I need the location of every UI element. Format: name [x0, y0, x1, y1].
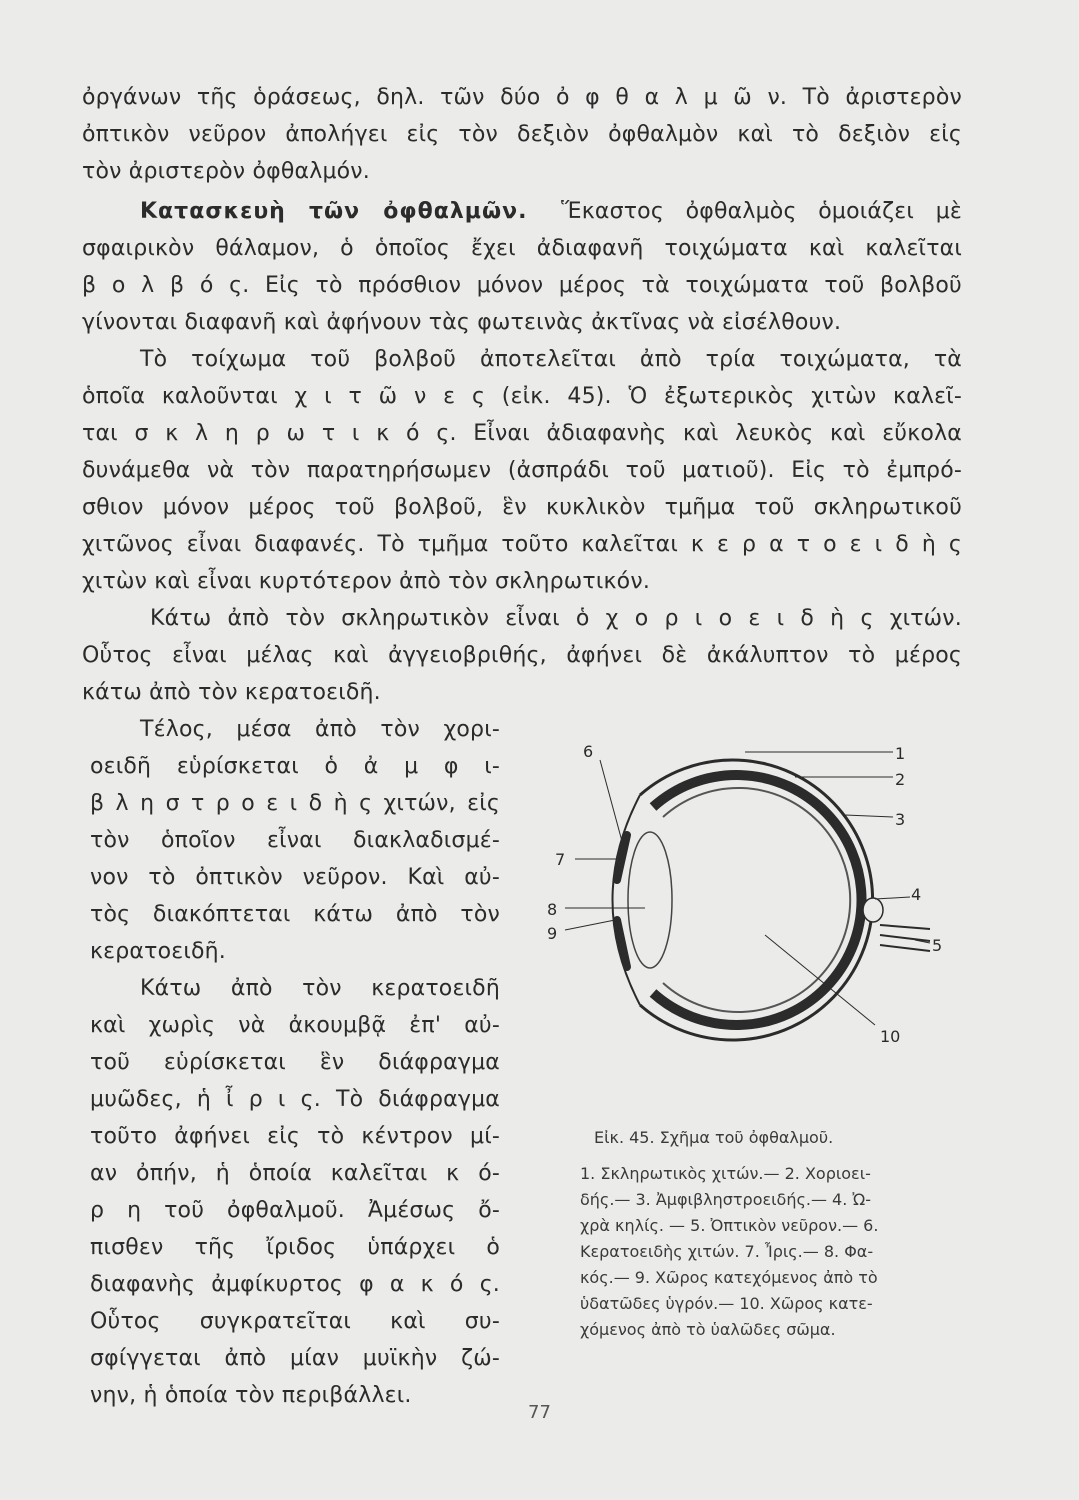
- section-heading-line: [140, 198, 962, 226]
- figure-caption-line: 1. Σκληρωτικὸς χιτών.— 2. Χοριοει-: [580, 1164, 871, 1183]
- text-line: Κάτω ἀπὸ τὸν κερατοειδῆ: [140, 976, 500, 1001]
- figure-label: 5: [932, 936, 943, 955]
- text-line: δυνάμεθα νὰ τὸν παρατηρήσωμεν (ἀσπράδι τοῦ ματιοῦ). Εἰς τὸ ἐμπρό-: [82, 458, 962, 483]
- text-line: τὸν ἀριστερὸν ὀφθαλμόν.: [82, 159, 370, 184]
- text-line: αν ὀπήν, ἡ ὁποία καλεῖται κ ό-: [90, 1161, 500, 1186]
- text-line: ὁποῖα καλοῦνται χ ι τ ῶ ν ε ς (εἰκ. 45). Ὁ ἐξωτερικὸς χιτὼν καλεῖ-: [82, 384, 962, 409]
- figure-label: 4: [911, 885, 922, 904]
- figure-caption-line: ὑδατῶδες ὑγρόν.— 10. Χῶρος κατε-: [580, 1294, 873, 1313]
- text-line: διαφανὴς ἀμφίκυρτος φ α κ ό ς.: [90, 1272, 500, 1297]
- text-line: τὸς διακόπτεται κάτω ἀπὸ τὸν: [90, 902, 500, 927]
- text-line: νην, ἡ ὁποία τὸν περιβάλλει.: [90, 1383, 412, 1408]
- text-line: ται σ κ λ η ρ ω τ ι κ ό ς. Εἶναι ἀδιαφανὴς καὶ λευκὸς καὶ εὔκολα: [82, 421, 962, 446]
- text-line: Τέλος, μέσα ἀπὸ τὸν χορι-: [140, 717, 500, 742]
- text-line: ρ η τοῦ ὀφθαλμοῦ. Ἀμέσως ὄ-: [90, 1198, 500, 1223]
- page-number: 77: [528, 1402, 551, 1423]
- section-heading: Κατασκευὴ τῶν ὀφθαλμῶν.: [140, 199, 528, 224]
- figure-label: 7: [555, 850, 566, 869]
- text-line: τοῦ εὑρίσκεται ἓν διάφραγμα: [90, 1050, 500, 1075]
- text-line: χιτῶνος εἶναι διαφανές. Τὸ τμῆμα τοῦτο καλεῖται κ ε ρ α τ ο ε ι δ ὴ ς: [82, 532, 962, 557]
- eye-diagram: [545, 735, 945, 1065]
- text-line: Οὗτος συγκρατεῖται καὶ συ-: [90, 1309, 500, 1334]
- figure-label: 10: [880, 1027, 901, 1046]
- text-line: τὸν ὁποῖον εἶναι διακλαδισμέ-: [90, 828, 500, 853]
- text-line: κάτω ἀπὸ τὸν κερατοειδῆ.: [82, 680, 381, 705]
- text-line: σφαιρικὸν θάλαμον, ὁ ὁποῖος ἔχει ἀδιαφανῆ τοιχώματα καὶ καλεῖται: [82, 236, 962, 261]
- text-line: οειδῆ εὑρίσκεται ὁ ἀ μ φ ι-: [90, 754, 500, 779]
- figure-caption-line: δής.— 3. Ἀμφιβληστροειδής.— 4. Ὠ-: [580, 1190, 871, 1209]
- figure-caption-title: Εἰκ. 45. Σχῆμα τοῦ ὀφθαλμοῦ.: [594, 1128, 834, 1147]
- text-line: Οὗτος εἶναι μέλας καὶ ἀγγειοβριθής, ἀφήνει δὲ ἀκάλυπτον τὸ μέρος: [82, 643, 962, 668]
- figure-label: 6: [583, 742, 594, 761]
- figure-caption-line: χρὰ κηλίς. — 5. Ὀπτικὸν νεῦρον.— 6.: [580, 1216, 879, 1235]
- figure-label: 8: [547, 900, 558, 919]
- text-line: χιτὼν καὶ εἶναι κυρτότερον ἀπὸ τὸν σκληρωτικόν.: [82, 569, 651, 594]
- figure-label: 1: [895, 744, 906, 763]
- text-line: Κάτω ἀπὸ τὸν σκληρωτικὸν εἶναι ὁ χ ο ρ ι ο ε ι δ ὴ ς χιτών.: [150, 606, 962, 631]
- text-line: τοῦτο ἀφήνει εἰς τὸ κέντρον μί-: [90, 1124, 500, 1149]
- text-line: Ἕκαστος ὀφθαλμὸς ὁμοιάζει μὲ: [561, 199, 962, 224]
- eyeball-walls: [613, 760, 931, 1040]
- text-line: β ο λ β ό ς. Εἰς τὸ πρόσθιον μόνον μέρος τὰ τοιχώματα τοῦ βολβοῦ: [82, 273, 962, 298]
- figure-caption-line: Κερατοειδὴς χιτών. 7. Ἶρις.— 8. Φα-: [580, 1242, 874, 1261]
- text-line: β λ η σ τ ρ ο ε ι δ ὴ ς χιτών, εἰς: [90, 791, 500, 816]
- text-line: νον τὸ ὀπτικὸν νεῦρον. Καὶ αὐ-: [90, 865, 500, 890]
- text-line: κερατοειδῆ.: [90, 939, 226, 964]
- text-line: σθιον μόνον μέρος τοῦ βολβοῦ, ἓν κυκλικὸν τμῆμα τοῦ σκληρωτικοῦ: [82, 495, 962, 520]
- figure-label: 9: [547, 924, 558, 943]
- text-line: σφίγγεται ἀπὸ μίαν μυϊκὴν ζώ-: [90, 1346, 500, 1371]
- text-line: καὶ χωρὶς νὰ ἀκουμβᾷ ἐπ' αὐ-: [90, 1013, 500, 1038]
- text-line: Τὸ τοίχωμα τοῦ βολβοῦ ἀποτελεῖται ἀπὸ τρία τοιχώματα, τὰ: [140, 347, 962, 372]
- text-line: γίνονται διαφανῆ καὶ ἀφήνουν τὰς φωτεινὰς ἀκτῖνας νὰ εἰσέλθουν.: [82, 310, 842, 335]
- figure-caption-line: κός.— 9. Χῶρος κατεχόμενος ἀπὸ τὸ: [580, 1268, 878, 1287]
- text-line: πισθεν τῆς ἴριδος ὑπάρχει ὁ: [90, 1235, 500, 1260]
- text-line: ὀργάνων τῆς ὁράσεως, δηλ. τῶν δύο ὀ φ θ α λ μ ῶ ν. Τὸ ἀριστερὸν: [82, 85, 962, 110]
- text-line: ὀπτικὸν νεῦρον ἀπολήγει εἰς τὸν δεξιὸν ὀφθαλμὸν καὶ τὸ δεξιὸν εἰς: [82, 122, 962, 147]
- leader-lines: [565, 752, 930, 1025]
- figure-label: 3: [895, 810, 906, 829]
- text-line: μυῶδες, ἡ ἶ ρ ι ς. Τὸ διάφραγμα: [90, 1087, 500, 1112]
- figure-label: 2: [895, 770, 906, 789]
- figure-caption-line: χόμενος ἀπὸ τὸ ὑαλῶδες σῶμα.: [580, 1320, 836, 1339]
